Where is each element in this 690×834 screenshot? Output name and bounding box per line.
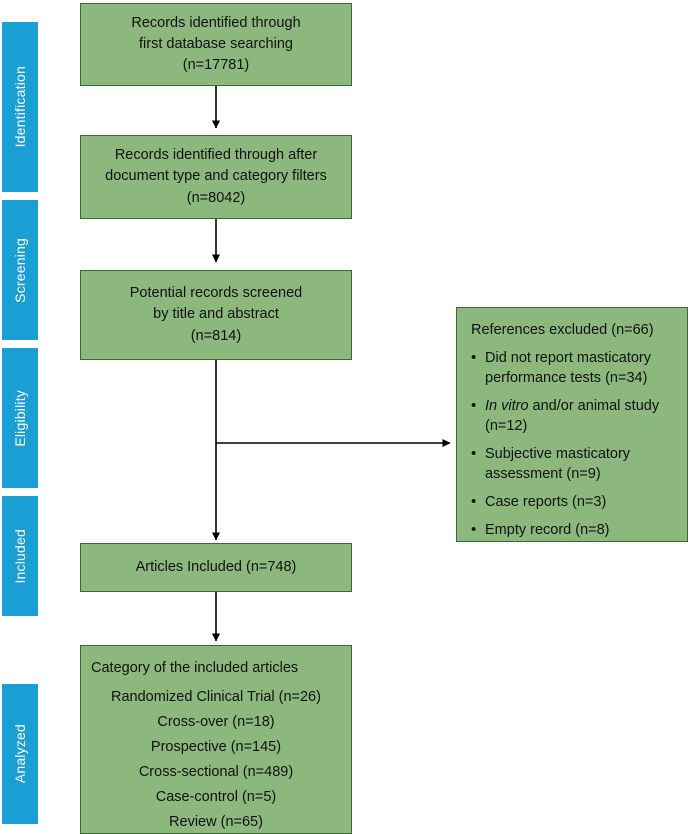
stage-label-analyzed-text: Analyzed bbox=[12, 724, 28, 784]
box-category-of-included-articles bbox=[80, 645, 352, 834]
box-articles-included bbox=[80, 543, 352, 592]
stage-label-analyzed bbox=[2, 684, 38, 824]
excluded-list bbox=[471, 348, 673, 541]
category-item-4: Cross-sectional (n=489) bbox=[138, 764, 294, 781]
excluded-item-4-text: Case reports (n=3) bbox=[485, 494, 607, 511]
category-item-5: Case-control (n=5) bbox=[155, 789, 277, 806]
stage-label-identification-text: Identification bbox=[12, 66, 28, 148]
category-item-2: Cross-over (n=18) bbox=[157, 714, 275, 731]
excluded-title: References excluded (n=66) bbox=[471, 322, 654, 338]
stage-label-identification bbox=[2, 22, 38, 192]
excluded-item-5 bbox=[471, 520, 673, 541]
excluded-item-5-text: Empty record (n=8) bbox=[485, 521, 610, 538]
box-records-after-filters bbox=[80, 135, 352, 219]
box3-line3: (n=814) bbox=[190, 327, 242, 344]
excluded-item-3-text: Subjective masticatory assessment (n=9) bbox=[485, 445, 631, 483]
box1-line1: Records identified through bbox=[131, 14, 301, 31]
box-references-excluded bbox=[456, 307, 688, 542]
stage-label-included-text: Included bbox=[12, 528, 28, 584]
stage-label-screening bbox=[2, 200, 38, 340]
box2-line1: Records identified through after bbox=[114, 147, 318, 164]
excluded-item-1 bbox=[471, 348, 673, 389]
box1-line2: first database searching bbox=[139, 35, 293, 52]
box2-line2: document type and category filters bbox=[105, 168, 327, 185]
stage-label-eligibility-text: Eligibility bbox=[12, 389, 28, 447]
box-records-screened bbox=[80, 270, 352, 360]
excluded-item-1-text: Did not report masticatory performance tests (n=34) bbox=[485, 349, 652, 387]
excluded-item-3 bbox=[471, 444, 673, 485]
stage-label-included bbox=[2, 496, 38, 616]
category-item-3: Prospective (n=145) bbox=[150, 739, 282, 756]
category-item-1: Randomized Clinical Trial (n=26) bbox=[111, 689, 321, 706]
excluded-item-4 bbox=[471, 492, 673, 513]
category-item-6: Review (n=65) bbox=[169, 814, 263, 831]
box3-line2: by title and abstract bbox=[153, 306, 279, 323]
box1-line3: (n=17781) bbox=[182, 57, 250, 73]
excluded-item-2-italic: In vitro bbox=[485, 397, 529, 414]
stage-label-screening-text: Screening bbox=[12, 237, 28, 303]
box2-line3: (n=8042) bbox=[186, 189, 246, 206]
excluded-item-2 bbox=[471, 396, 673, 437]
excluded-item-2-text: and/or animal study (n=12) bbox=[485, 397, 660, 435]
category-list bbox=[91, 687, 341, 834]
box4-line1: Articles Included (n=748) bbox=[135, 558, 297, 575]
stage-label-eligibility bbox=[2, 348, 38, 488]
box3-line1: Potential records screened bbox=[129, 285, 303, 302]
box-records-identified-first-search bbox=[80, 3, 352, 86]
category-title: Category of the included articles bbox=[91, 660, 299, 676]
